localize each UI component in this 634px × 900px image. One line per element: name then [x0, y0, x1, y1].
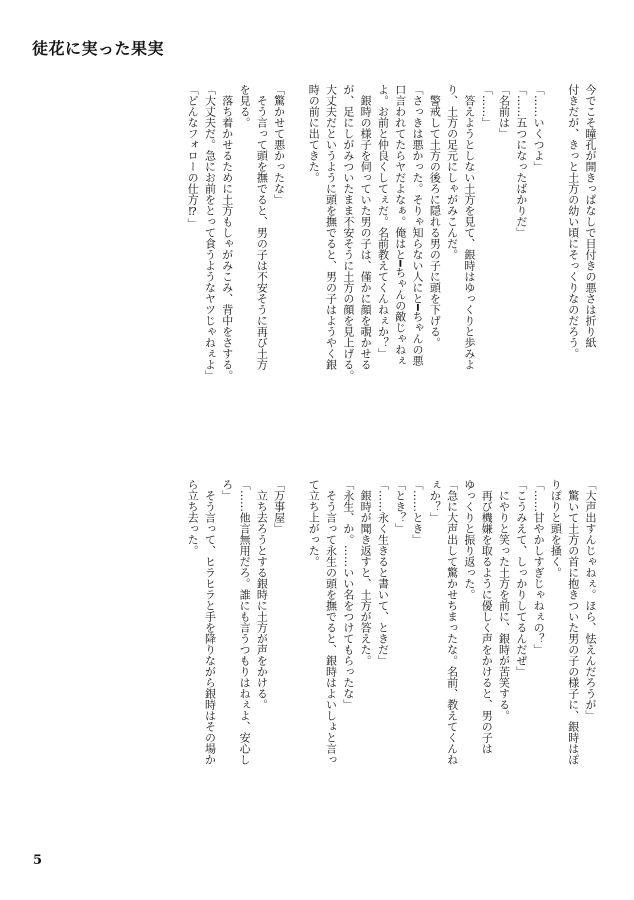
text-line: 時の前に出てきた。 [307, 84, 321, 183]
text-line: 「大丈夫だ。急にお前をとって食うようなヤツじゃねぇよ」 [203, 84, 217, 381]
text-line: ゆっくりと振り返った。 [462, 479, 476, 600]
text-line: 「……とき」 [411, 479, 425, 545]
text-line: 「大声出すんじゃねぇ。ほら、怯えんだろうが」 [584, 479, 597, 721]
text-line: 付きだが、きっと土方の幼い頃にそっくりなのだろう。 [566, 84, 580, 359]
text-line: 警戒して土方の後ろに隠れる男の子に頭を下げる。 [428, 84, 442, 348]
text-line: 驚いて土方の首に抱きついた男の子の様子に、銀時はぽ [566, 479, 580, 765]
text-line: りぽりと頭を掻く。 [549, 479, 563, 578]
text-line: 立ち去ろうとする銀時に土方が声をかける。 [255, 479, 269, 710]
text-line: 「……他言無用だろ。誰にも言うつもりはねぇよ、安心し [238, 479, 252, 765]
chapter-title: 徒花に実った果実 [32, 39, 165, 58]
text-line: 「……五つになったばかりだ」 [514, 84, 528, 238]
text-line: が、足にしがみついたまま不安そうに土方の顔を見上げる。 [341, 84, 355, 381]
text-line: 「さっきは悪かった。そりゃ知らない人にと━ちゃんの悪 [411, 84, 425, 366]
page-number: 5 [33, 853, 43, 868]
text-line: 「とき？」 [393, 479, 407, 534]
text-line: 「こうみえて、しっかりしてるんだぜ」 [514, 479, 528, 677]
text-line: ら立ち去った。 [186, 479, 200, 556]
text-line: 今でこそ瞳孔が開きっぱなしで目付きの悪さは折り紙 [584, 84, 597, 348]
text-line: 「……甘やかしすぎじゃねぇの？」 [532, 479, 546, 655]
text-line: 再び機嫌を取るように優しく声をかけると、男の子は [480, 479, 494, 754]
text-line: 「……」 [480, 84, 494, 128]
text-line: そう言って頭を撫でると、男の子は不安そうに再び土方 [255, 84, 269, 370]
text-line: 「永生、か。……いい名をつけてもらったな」 [341, 479, 355, 710]
text-line: を見る。 [238, 84, 252, 128]
text-line: 「万事屋」 [272, 479, 286, 534]
text-line: 口言われてたらヤだよなぁ。俺はと━ちゃんの敵じゃねぇ [393, 84, 407, 366]
text-line: よ。お前と仲良くしてぇだ。名前教えてくんねぇか？」 [376, 84, 390, 359]
text-line: 「どんなフォローの仕方⁉」 [186, 84, 200, 229]
upper-text-block [184, 84, 599, 456]
text-line: 落ち着かせるために土方もしゃがみこみ、背中をさする。 [220, 84, 234, 381]
text-line: ぇか？」 [428, 479, 442, 523]
text-line: そう言って、ヒラヒラと手を降りながら銀時はその場か [203, 479, 217, 765]
text-line: 「名前は」 [497, 84, 511, 139]
text-line: 「……永く生きると書いて、ときだ」 [376, 479, 390, 666]
text-line [547, 84, 564, 456]
text-line: ろ」 [220, 479, 234, 501]
text-line [288, 479, 305, 851]
text-line: 「驚かせて悪かったな」 [272, 84, 286, 205]
text-line [288, 84, 305, 456]
text-line: 銀時が聞き返すと、土方が答えた。 [359, 479, 373, 666]
text-line: 「急に大声出して驚かせちまったな。名前、教えてくんね [445, 479, 459, 765]
text-line: にやりと笑った土方を前に、銀時が苦笑する。 [497, 479, 511, 721]
text-line: 答えようとしない土方を見て、銀時はゆっくりと歩みよ [462, 84, 476, 370]
text-line: り、土方の足元にしゃがみこんだ。 [445, 84, 459, 260]
text-line: 大丈夫だというように頭を撫でると、男の子はようやく銀 [324, 84, 338, 370]
text-line: 銀時の様子を伺っていた男の子は、僅かに顔を覗かせる [359, 84, 373, 370]
lower-text-block [184, 479, 599, 851]
text-line: 「……いくつよ」 [532, 84, 546, 172]
text-line: そう言って永生の頭を撫でると、銀時はよいしょと言っ [324, 479, 338, 765]
text-line: て立ち上がった。 [307, 479, 321, 567]
